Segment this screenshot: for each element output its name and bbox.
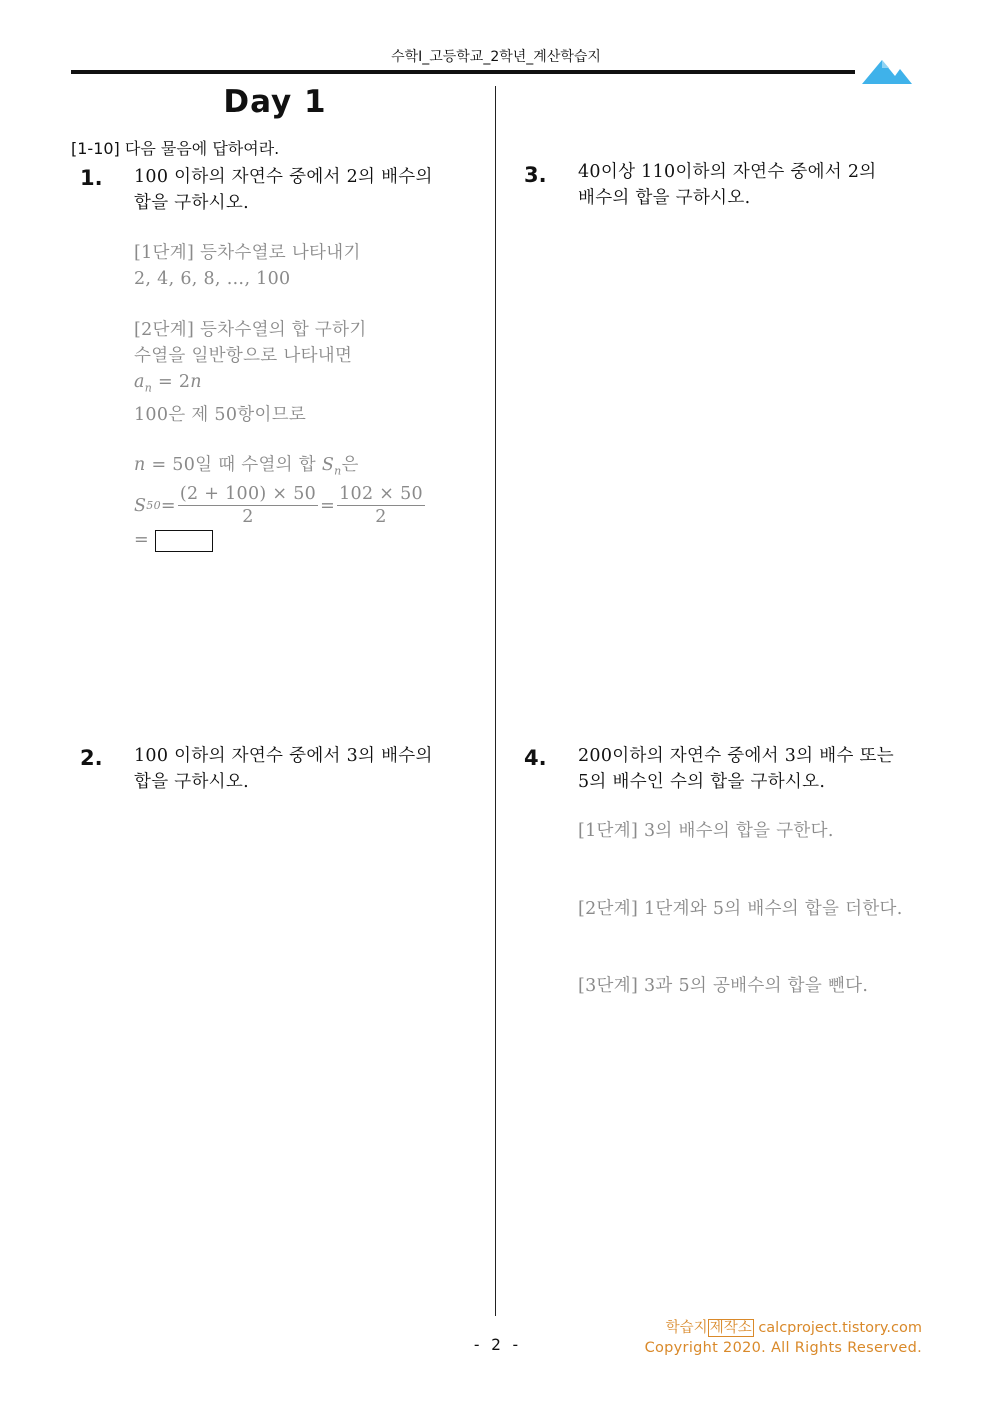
brand-boxed-label: 제작소	[709, 1320, 752, 1336]
question-3-text	[578, 159, 877, 211]
question-1-text	[134, 164, 433, 216]
step-2-line-3: 100은 제 50항이므로	[134, 404, 307, 425]
question-1-step-1	[134, 240, 361, 292]
answer-line: =	[134, 527, 213, 553]
question-1-step-2	[134, 317, 367, 428]
question-3-number: 3.	[524, 163, 547, 187]
fraction-2: $\frac{102 \times 50}{2}$	[339, 484, 423, 527]
column-divider	[495, 86, 496, 1316]
question-2-line-1: 100 이하의 자연수 중에서 3의 배수의	[134, 746, 433, 766]
footer-copyright: Copyright 2020. All Rights Reserved.	[644, 1340, 922, 1356]
question-4-line-1: 200이하의 자연수 중에서 3의 배수 또는	[578, 746, 894, 766]
step-2-title: [2단계] 등차수열의 합 구하기	[134, 320, 367, 340]
header-title: 수학I_고등학교_2학년_계산학습지	[391, 49, 601, 65]
step-1-sequence: 2, 4, 6, 8, …, 100	[134, 269, 291, 289]
question-3-line-1: 40이상 110이하의 자연수 중에서 2의	[578, 162, 877, 182]
question-4-step-1: [1단계] 3의 배수의 합을 구한다.	[578, 821, 834, 841]
question-1-line-2: 합을 구하시오.	[134, 193, 249, 213]
question-4-line-2: 5의 배수인 수의 합을 구하시오.	[578, 772, 826, 792]
brand-url-link[interactable]: calcproject.tistory.com	[753, 1320, 922, 1336]
question-4-step-3: [3단계] 3과 5의 공배수의 합을 뺀다.	[578, 976, 869, 996]
question-3-line-2: 배수의 합을 구하시오.	[578, 188, 751, 208]
question-1-number: 1.	[80, 166, 103, 190]
header-rule	[71, 70, 855, 74]
question-1-line-1: 100 이하의 자연수 중에서 2의 배수의	[134, 167, 433, 187]
question-2-number: 2.	[80, 746, 103, 770]
page-number: - 2 -	[471, 1335, 521, 1354]
step-1-title: [1단계] 등차수열로 나타내기	[134, 243, 361, 263]
footer-brand: 학습지 제작소 calcproject.tistory.com	[665, 1320, 922, 1336]
sum-statement: n = 50일 때 수열의 합 $S_n$은	[134, 455, 359, 478]
question-4-number: 4.	[524, 746, 547, 770]
question-4-step-2: [2단계] 1단계와 5의 배수의 합을 더한다.	[578, 899, 903, 919]
answer-box[interactable]	[155, 530, 213, 552]
sum-formula: S 50 = $\frac{(2 + 100) \times 50}{2}$ = $\frac{102 \times 50}{2}$	[134, 484, 423, 527]
question-2-line-2: 합을 구하시오.	[134, 772, 249, 792]
general-term-formula: $a_n = 2n$	[134, 372, 202, 395]
day-title: Day 1	[223, 84, 327, 120]
question-2-text	[134, 743, 433, 795]
instructions: [1-10] 다음 물음에 답하여라.	[71, 139, 280, 158]
mountain-logo-icon	[862, 56, 914, 86]
question-4-text	[578, 743, 894, 795]
step-2-line-1: 수열을 일반항으로 나타내면	[134, 346, 353, 366]
fraction-1: $\frac{(2 + 100) \times 50}{2}$	[179, 484, 317, 527]
